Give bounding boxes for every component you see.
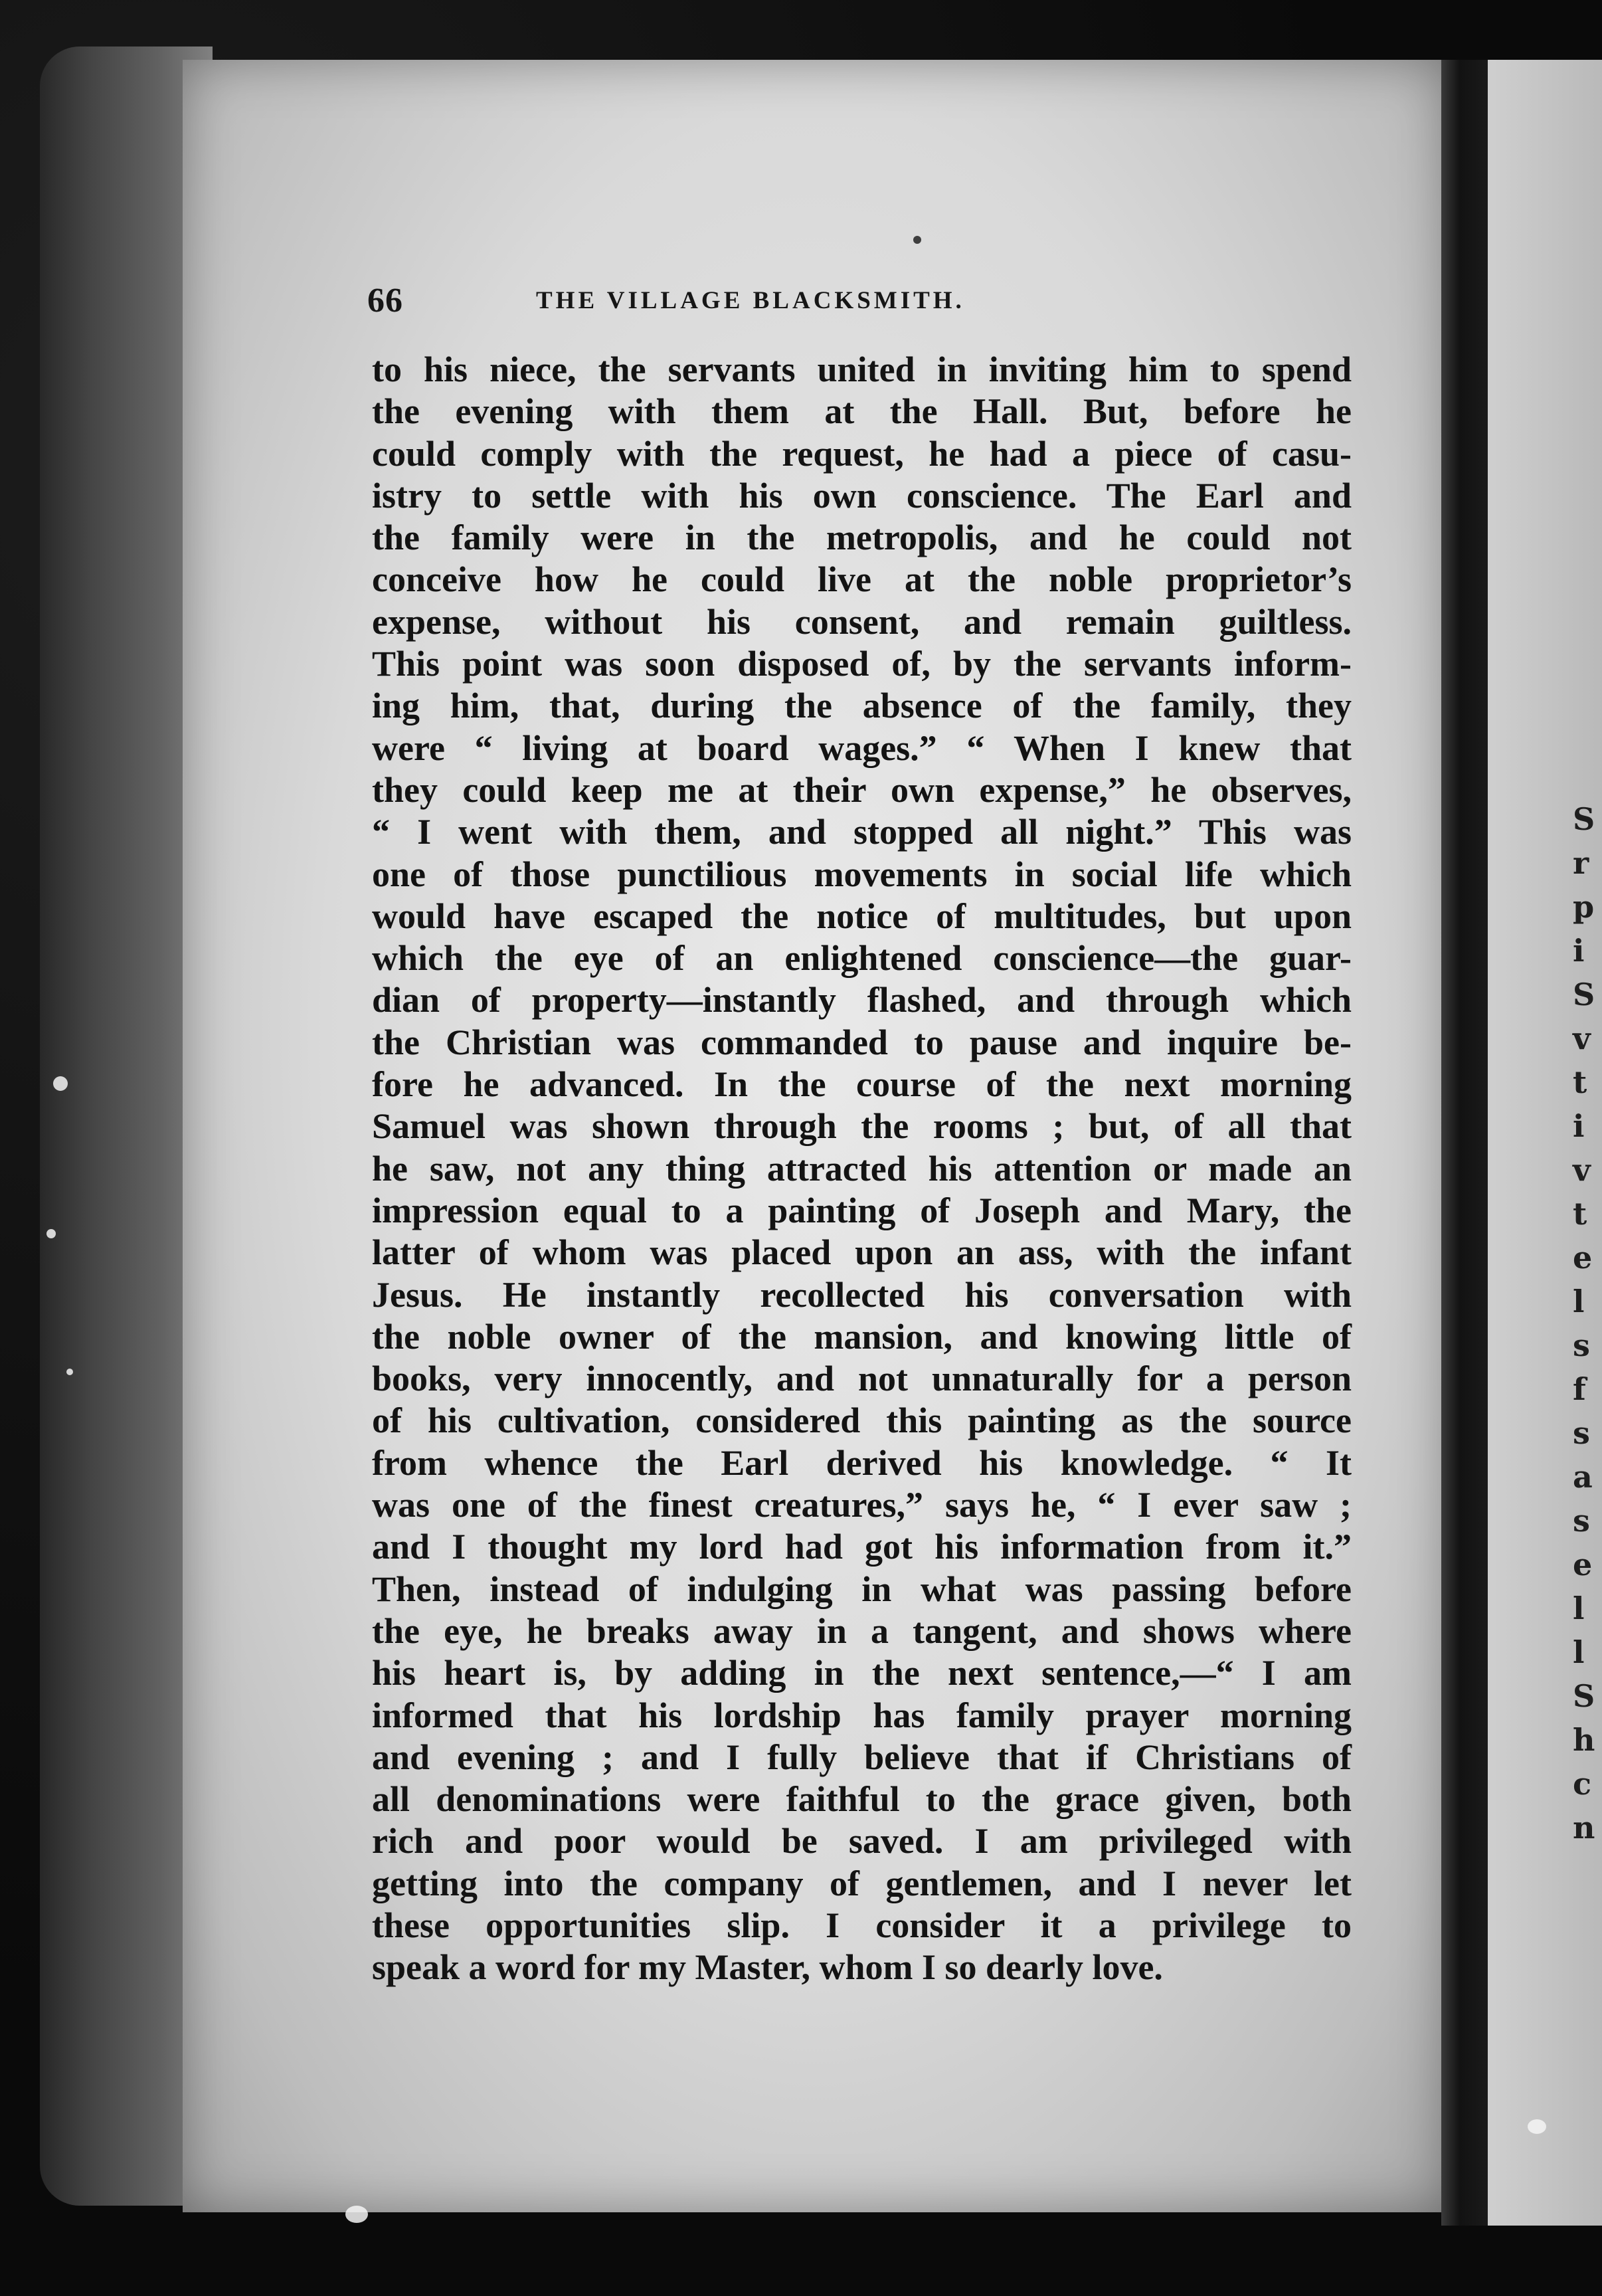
text-line: conceive how he could live at the noble proprietor’s	[372, 559, 1352, 600]
text-line: the Christian was commanded to pause and inquire be-	[372, 1022, 1352, 1062]
facing-page-letter: l	[1573, 1284, 1585, 1319]
facing-page-letter: e	[1573, 1240, 1593, 1276]
text-line: of his cultivation, considered this painting as the source	[372, 1400, 1352, 1441]
facing-page-letter: S	[1573, 977, 1595, 1012]
facing-page-letter: t	[1573, 1064, 1587, 1100]
text-line: would have escaped the notice of multitudes, but upon	[372, 896, 1352, 936]
text-line: and evening ; and I fully believe that if Christians of	[372, 1737, 1352, 1777]
text-line: was one of the finest creatures,” says he, “ I ever saw ;	[372, 1485, 1352, 1525]
text-line: istry to settle with his own conscience. The Earl and	[372, 475, 1352, 516]
text-line: the eye, he breaks away in a tangent, and shows where	[372, 1610, 1352, 1651]
text-line: Samuel was shown through the rooms ; but, of all that	[372, 1106, 1352, 1147]
text-line: the family were in the metropolis, and he could not	[372, 518, 1352, 558]
dust-speck	[66, 1369, 73, 1375]
text-line: informed that his lordship has family prayer morning	[372, 1695, 1352, 1735]
text-line: latter of whom was placed upon an ass, with the infant	[372, 1232, 1352, 1273]
text-line: getting into the company of gentlemen, and I never let	[372, 1863, 1352, 1903]
text-line: the evening with them at the Hall. But, before he	[372, 391, 1352, 432]
text-line: impression equal to a painting of Joseph and Mary, the	[372, 1190, 1352, 1230]
text-line: his heart is, by adding in the next sentence,—“ I am	[372, 1653, 1352, 1693]
facing-page-letter: v	[1573, 1020, 1591, 1056]
facing-page-letter: s	[1573, 1327, 1590, 1363]
facing-page-letter: i	[1573, 1108, 1585, 1144]
text-line: they could keep me at their own expense,” he observes,	[372, 769, 1352, 810]
running-head	[367, 280, 1098, 320]
dust-speck	[53, 1076, 68, 1091]
text-line: “ I went with them, and stopped all night.” This was	[372, 812, 1352, 852]
facing-page-letter: S	[1573, 1678, 1595, 1714]
dust-speck	[913, 236, 921, 244]
dust-speck	[1528, 2119, 1546, 2134]
text-line: This point was soon disposed of, by the servants inform-	[372, 644, 1352, 684]
text-line: could comply with the request, he had a piece of casu-	[372, 433, 1352, 474]
running-title: THE VILLAGE BLACKSMITH.	[536, 286, 965, 314]
text-line: dian of property—instantly flashed, and through which	[372, 980, 1352, 1020]
facing-page-letter: s	[1573, 1503, 1590, 1539]
facing-page-letter: f	[1573, 1371, 1586, 1407]
facing-page-letter: p	[1573, 889, 1595, 925]
text-line: speak a word for my Master, whom I so dearly love.	[372, 1947, 1163, 1988]
text-line: expense, without his consent, and remain guiltless.	[372, 601, 1352, 642]
facing-page-text-fragments	[1573, 797, 1599, 1850]
facing-page-letter: i	[1573, 933, 1585, 969]
text-line: the noble owner of the mansion, and knowing little of	[372, 1316, 1352, 1357]
text-line: all denominations were faithful to the grace given, both	[372, 1779, 1352, 1820]
text-line: he saw, not any thing attracted his attention or made an	[372, 1148, 1352, 1189]
facing-page-letter: r	[1573, 845, 1589, 881]
text-line: ing him, that, during the absence of the family, they	[372, 686, 1352, 726]
page-number: 66	[367, 281, 403, 320]
facing-page-letter: l	[1573, 1590, 1585, 1626]
facing-page-letter: l	[1573, 1634, 1585, 1670]
text-line: were “ living at board wages.” “ When I knew that	[372, 727, 1352, 768]
text-line: Jesus. He instantly recollected his conversation with	[372, 1274, 1352, 1315]
facing-page-letter: S	[1573, 801, 1595, 837]
dust-speck	[46, 1229, 56, 1238]
facing-page-letter: e	[1573, 1547, 1593, 1582]
text-line: which the eye of an enlightened conscience—the guar-	[372, 938, 1352, 979]
text-line: rich and poor would be saved. I am privileged with	[372, 1821, 1352, 1862]
facing-page-letter: n	[1573, 1810, 1595, 1846]
facing-page-letter: h	[1573, 1722, 1595, 1758]
text-line: Then, instead of indulging in what was passing before	[372, 1569, 1352, 1609]
text-line: to his niece, the servants united in inviting him to spend	[372, 349, 1352, 389]
facing-page-letter: c	[1573, 1766, 1592, 1802]
text-line: books, very innocently, and not unnaturally for a person	[372, 1359, 1352, 1399]
page-gutter	[1441, 60, 1488, 2226]
facing-page-letter: a	[1573, 1459, 1593, 1495]
text-line: these opportunities slip. I consider it a privilege to	[372, 1905, 1352, 1945]
body-text	[372, 349, 1352, 1989]
facing-page-letter: v	[1573, 1152, 1591, 1188]
text-line: fore he advanced. In the course of the next morning	[372, 1064, 1352, 1105]
text-line: and I thought my lord had got his information from it.”	[372, 1527, 1352, 1567]
text-line: one of those punctilious movements in social life which	[372, 854, 1352, 894]
facing-page-letter: s	[1573, 1415, 1590, 1451]
facing-page-letter: t	[1573, 1196, 1587, 1232]
dust-speck	[345, 2206, 368, 2223]
text-line: from whence the Earl derived his knowledge. “ It	[372, 1442, 1352, 1483]
